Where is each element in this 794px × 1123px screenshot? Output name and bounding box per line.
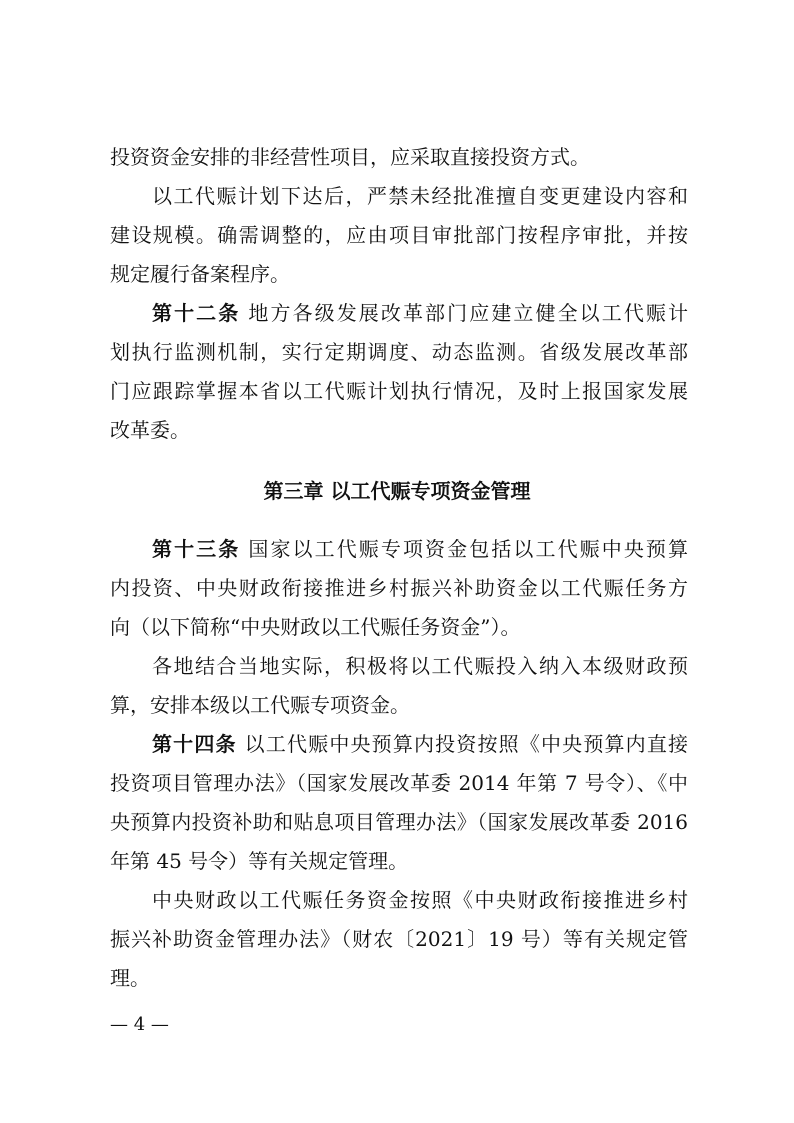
text-line [110, 725, 688, 764]
line-text: 中央财政以工代赈任务资金按照《中央财政衔接推进乡村 [152, 888, 688, 912]
text-line [110, 959, 688, 998]
article-number: 第十四条 [152, 732, 237, 756]
text-line [110, 294, 688, 333]
line-text: 建设规模。确需调整的，应由项目审批部门按程序审批，并按 [110, 223, 688, 247]
line-text: 内投资、中央财政衔接推进乡村振兴补助资金以工代赈任务方 [110, 576, 688, 600]
line-text: 理。 [110, 966, 150, 990]
text-line [110, 686, 688, 725]
line-text: 央预算内投资补助和贴息项目管理办法》（国家发展改革委 2016 [110, 810, 688, 834]
text-line [110, 530, 688, 569]
text-line [110, 255, 688, 294]
text-line [110, 216, 688, 255]
text-line [110, 372, 688, 411]
text-line [110, 333, 688, 372]
article-number: 第十二条 [152, 301, 241, 325]
line-text: 国家以工代赈专项资金包括以工代赈中央预算 [248, 537, 689, 561]
line-text: 门应跟踪掌握本省以工代赈计划执行情况，及时上报国家发展 [110, 379, 688, 403]
line-text: 划执行监测机制，实行定期调度、动态监测。省级发展改革部 [110, 340, 688, 364]
text-line [110, 647, 688, 686]
line-text: 以工代赈中央预算内投资按照《中央预算内直接 [244, 732, 689, 756]
line-text: 年第 45 号令）等有关规定管理。 [110, 849, 409, 873]
text-line [110, 881, 688, 920]
text-line [110, 177, 688, 216]
line-text: 向（以下简称“中央财政以工代赈任务资金”）。 [110, 615, 521, 639]
line-text: 各地结合当地实际，积极将以工代赈投入纳入本级财政预 [152, 654, 688, 678]
article-number: 第十三条 [152, 537, 241, 561]
line-text: 以工代赈计划下达后，严禁未经批准擅自变更建设内容和 [152, 184, 688, 208]
text-line [110, 842, 688, 881]
text-line [110, 608, 688, 647]
page-number: — 4 — [110, 1014, 169, 1035]
chapter-heading: 第三章 以工代赈专项资金管理 [263, 479, 531, 503]
line-text: 改革委。 [110, 418, 190, 442]
line-text: 振兴补助资金管理办法》（财农〔2021〕19 号）等有关规定管 [110, 927, 688, 951]
line-text: 投资项目管理办法》（国家发展改革委 2014 年第 7 号令）、《中 [110, 771, 688, 795]
line-text: 算，安排本级以工代赈专项资金。 [110, 693, 410, 717]
text-line [110, 569, 688, 608]
text-line [110, 920, 688, 959]
text-line [110, 138, 688, 177]
line-text: 地方各级发展改革部门应建立健全以工代赈计 [248, 301, 689, 325]
line-text: 规定履行备案程序。 [110, 262, 290, 286]
text-line [110, 803, 688, 842]
line-text: 投资资金安排的非经营性项目，应采取直接投资方式。 [110, 145, 590, 169]
text-line [110, 411, 688, 450]
text-line [110, 764, 688, 803]
